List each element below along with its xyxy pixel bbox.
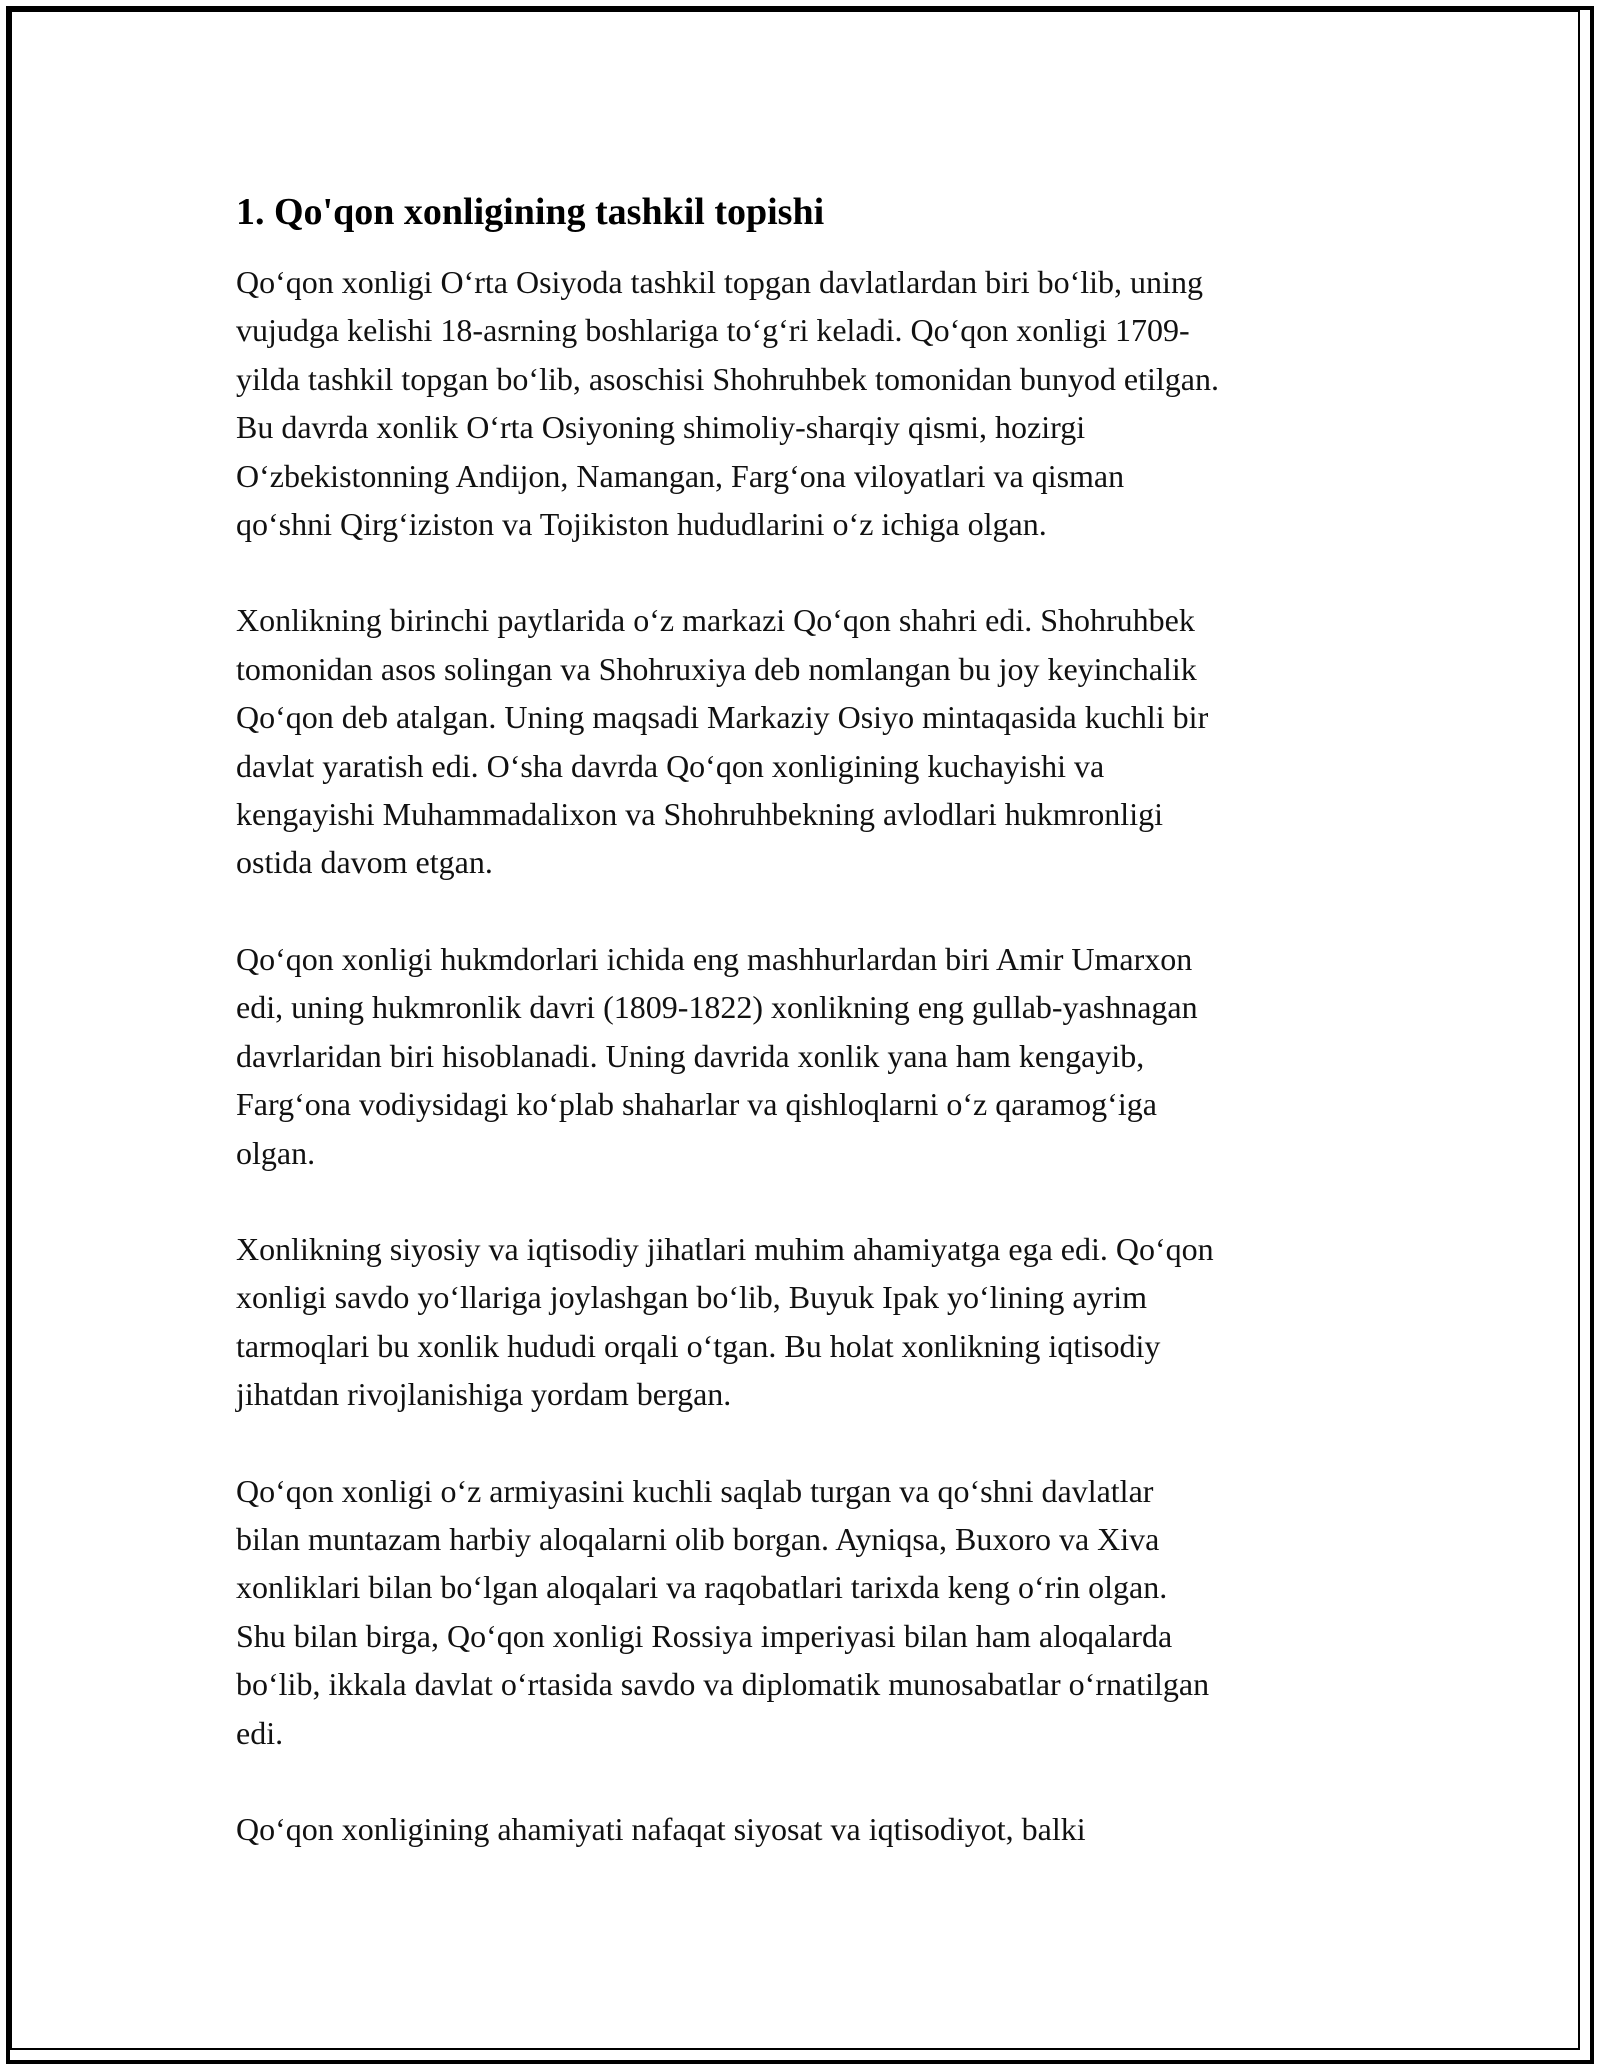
paragraph-line: xonliklari bilan bo‘lgan aloqalari va raqobatlari tarixda keng o‘rin olgan. — [236, 1569, 1168, 1606]
paragraph-line: qo‘shni Qirg‘iziston va Tojikiston hududlarini o‘z ichiga olgan. — [236, 506, 1047, 543]
paragraph-line: vujudga kelishi 18-asrning boshlariga to‘g‘ri keladi. Qo‘qon xonligi 1709- — [236, 312, 1190, 349]
paragraph-line: Qo‘qon deb atalgan. Uning maqsadi Markaziy Osiyo mintaqasida kuchli bir — [236, 699, 1209, 736]
paragraph-3 — [236, 935, 1376, 1177]
paragraph-line: Xonlikning siyosiy va iqtisodiy jihatlari muhim ahamiyatga ega edi. Qo‘qon — [236, 1230, 1214, 1267]
paragraph-line: Xonlikning birinchi paytlarida o‘z markazi Qo‘qon shahri edi. Shohruhbek — [236, 602, 1195, 639]
paragraph-4 — [236, 1225, 1376, 1419]
paragraph-line: yilda tashkil topgan bo‘lib, asoschisi Shohruhbek tomonidan bunyod etilgan. — [236, 360, 1219, 397]
paragraph-line: Qo‘qon xonligi o‘z armiyasini kuchli saqlab turgan va qo‘shni davlatlar — [236, 1472, 1154, 1509]
paragraph-line: bilan muntazam harbiy aloqalarni olib borgan. Ayniqsa, Buxoro va Xiva — [236, 1520, 1160, 1557]
paragraph-line: jihatdan rivojlanishiga yordam bergan. — [236, 1376, 732, 1413]
paragraph-line: edi, uning hukmronlik davri (1809-1822) xonlikning eng gullab-yashnagan — [236, 989, 1198, 1026]
paragraph-line: davlat yaratish edi. O‘sha davrda Qo‘qon xonligining kuchayishi va — [236, 747, 1105, 784]
paragraph-line: ostida davom etgan. — [236, 844, 493, 881]
paragraph-6 — [236, 1805, 1376, 1853]
paragraph-line: kengayishi Muhammadalixon va Shohruhbekning avlodlari hukmronligi — [236, 796, 1163, 833]
paragraph-line: olgan. — [236, 1134, 316, 1171]
paragraph-line: Bu davrda xonlik O‘rta Osiyoning shimoliy-sharqiy qismi, hozirgi — [236, 409, 1086, 446]
paragraph-line: Qo‘qon xonligining ahamiyati nafaqat siyosat va iqtisodiyot, balki — [236, 1810, 1086, 1847]
paragraph-line: Qo‘qon xonligi O‘rta Osiyoda tashkil topgan davlatlardan biri bo‘lib, uning — [236, 264, 1203, 300]
paragraph-line: tarmoqlari bu xonlik hududi orqali o‘tgan. Bu holat xonlikning iqtisodiy — [236, 1327, 1161, 1364]
paragraph-line: O‘zbekistonning Andijon, Namangan, Farg‘ona viloyatlari va qisman — [236, 457, 1125, 494]
section-heading: 1. Qo'qon xonligining tashkil topishi — [236, 191, 825, 233]
paragraph-line: Farg‘ona vodiysidagi ko‘plab shaharlar va qishloqlarni o‘z qaramog‘iga — [236, 1086, 1157, 1123]
paragraph-2 — [236, 596, 1376, 886]
paragraph-5 — [236, 1467, 1376, 1757]
paragraph-line: Qo‘qon xonligi hukmdorlari ichida eng mashhurlardan biri Amir Umarxon — [236, 940, 1193, 977]
paragraph-line: xonligi savdo yo‘llariga joylashgan bo‘lib, Buyuk Ipak yo‘lining ayrim — [236, 1279, 1147, 1316]
paragraph-1 — [236, 258, 1376, 548]
document-body — [236, 186, 1376, 1901]
paragraph-line: tomonidan asos solingan va Shohruxiya deb nomlangan bu joy keyinchalik — [236, 650, 1197, 687]
paragraph-line: bo‘lib, ikkala davlat o‘rtasida savdo va diplomatik munosabatlar o‘rnatilgan — [236, 1666, 1210, 1703]
paragraph-line: Shu bilan birga, Qo‘qon xonligi Rossiya imperiyasi bilan ham aloqalarda — [236, 1617, 1173, 1654]
paragraph-line: davrlaridan biri hisoblanadi. Uning davrida xonlik yana ham kengayib, — [236, 1037, 1145, 1074]
paragraph-line: edi. — [236, 1714, 284, 1751]
